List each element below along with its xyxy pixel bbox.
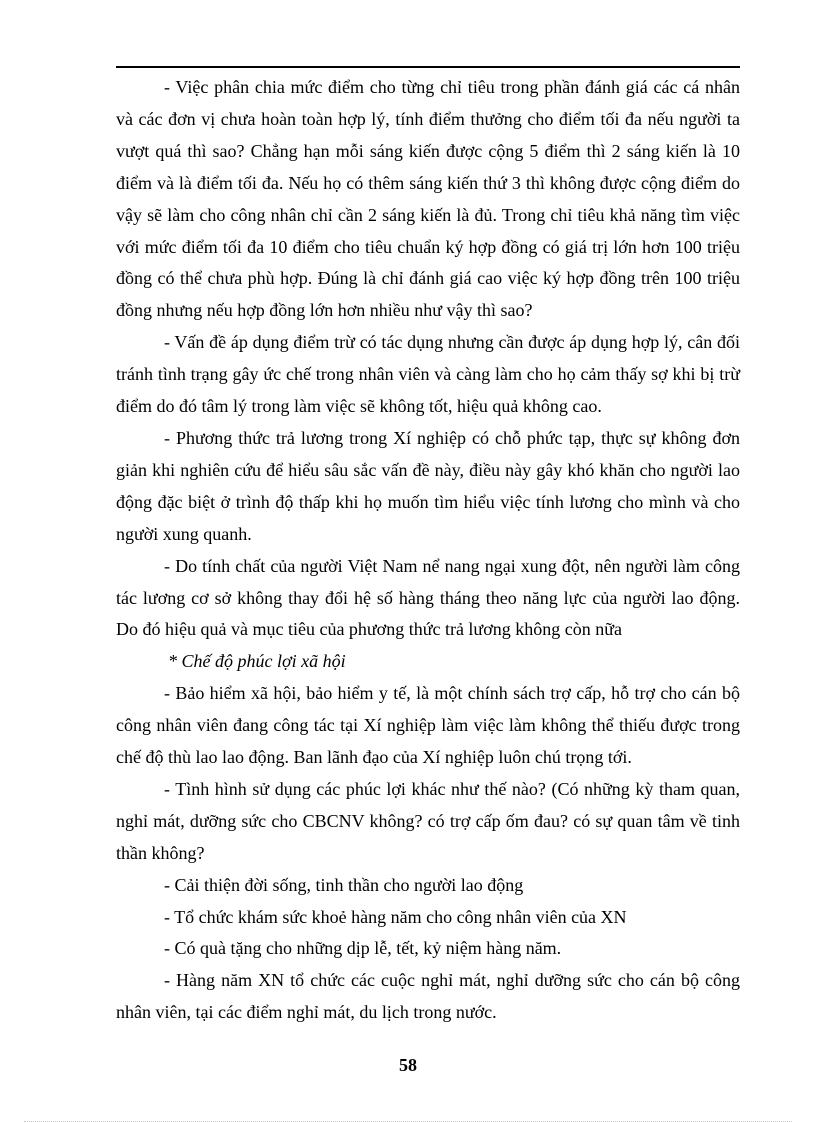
header-rule xyxy=(116,66,740,68)
paragraph-improve-life: - Cải thiện đời sống, tinh thần cho người lao động xyxy=(164,874,524,895)
paragraph-other-welfare: - Tình hình sử dụng các phúc lợi khác như thế nào? (Có những kỳ tham quan, nghỉ mát, dưỡng sức cho CBCNV không? có trợ cấp ốm đau? có sự quan tâm về tinh thần không? xyxy=(116,778,740,863)
document-body xyxy=(116,72,740,1029)
page-number: 58 xyxy=(399,1055,417,1075)
paragraph-vietnamese-character: - Do tính chất của người Việt Nam nể nang ngại xung đột, nên người làm công tác lương cơ sở không thay đổi hệ số hàng tháng theo năng lực của người lao động. Do đó hiệu quả và mục tiêu của phương thức trả lương không còn nữa xyxy=(116,555,740,640)
paragraph-health-check: - Tổ chức khám sức khoẻ hàng năm cho công nhân viên của XN xyxy=(164,906,627,927)
paragraph-gifts: - Có quà tặng cho những dịp lễ, tết, kỷ niệm hàng năm. xyxy=(164,938,562,959)
paragraph-vacation: - Hàng năm XN tổ chức các cuộc nghỉ mát, nghỉ dưỡng sức cho cán bộ công nhân viên, tại các điểm nghỉ mát, du lịch trong nước. xyxy=(116,970,740,1023)
paragraph-penalty-points: - Vấn đề áp dụng điểm trừ có tác dụng nhưng cần được áp dụng hợp lý, cân đối tránh tình trạng gây ức chế trong nhân viên và càng làm cho họ cảm thấy sợ khi bị trừ điểm do đó tâm lý trong làm việc sẽ không tốt, hiệu quả không cao. xyxy=(116,332,740,417)
paragraph-scoring: - Việc phân chia mức điểm cho từng chỉ tiêu trong phần đánh giá các cá nhân và các đơn vị chưa hoàn toàn hợp lý, tính điểm thưởng cho điểm tối đa nếu người ta vượt quá thì sao? Chẳng hạn mỗi sáng kiến được cộng 5 điểm thì 2 sáng kiến là 10 điểm và là điểm tối đa. Nếu họ có thêm sáng kiến thứ 3 thì không được cộng điểm do vậy sẽ làm cho công nhân chỉ cần 2 sáng kiến là đủ. Trong chỉ tiêu khả năng tìm việc với mức điểm tối đa 10 điểm cho tiêu chuẩn ký hợp đồng có giá trị lớn hơn 100 triệu đồng có thể chưa phù hợp. Đúng là chỉ đánh giá cao việc ký hợp đồng trên 100 triệu đồng nhưng nếu hợp đồng lớn hơn nhiều như vậy thì sao? xyxy=(116,77,740,321)
page-bottom-border xyxy=(24,1121,792,1122)
section-heading-welfare: * Chế độ phúc lợi xã hội xyxy=(168,651,346,672)
paragraph-payment-method: - Phương thức trả lương trong Xí nghiệp có chỗ phức tạp, thực sự không đơn giản khi nghiên cứu để hiểu sâu sắc vấn đề này, điều này gây khó khăn cho người lao động đặc biệt ở trình độ thấp khi họ muốn tìm hiểu việc tính lương cho mình và cho người xung quanh. xyxy=(116,427,740,544)
paragraph-insurance: - Bảo hiểm xã hội, bảo hiểm y tế, là một chính sách trợ cấp, hỗ trợ cho cán bộ công nhân viên đang công tác tại Xí nghiệp làm việc làm không thể thiếu được trong chế độ thù lao lao động. Ban lãnh đạo của Xí nghiệp luôn chú trọng tới. xyxy=(116,683,740,768)
